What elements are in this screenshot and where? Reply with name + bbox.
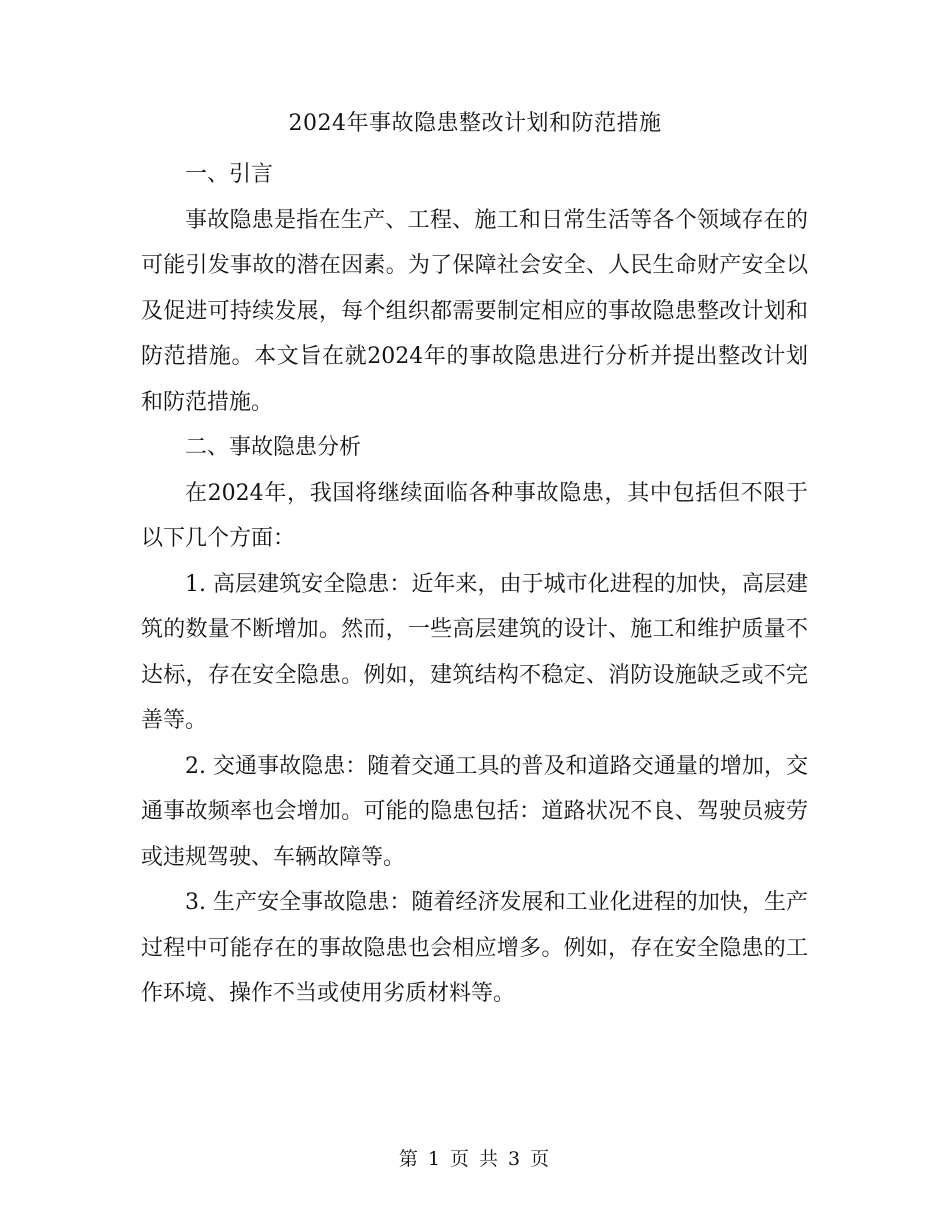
section-heading-analysis: 二、事故隐患分析 [185,435,362,460]
paragraph-analysis-intro: 在2024年，我国将继续面临各种事故隐患，其中包括但不限于以下几个方面： [141,480,808,551]
list-item-production: 3. 生产安全事故隐患：随着经济发展和工业化进程的加快，生产过程中可能存在的事故隐患也会相应增多。例如，存在安全隐患的工作环境、操作不当或使用劣质材料等。 [141,890,808,1006]
list-item-traffic: 2. 交通事故隐患：随着交通工具的普及和道路交通量的增加，交通事故频率也会增加。可能的隐患包括：道路状况不良、驾驶员疲劳或违规驾驶、车辆故障等。 [141,753,808,870]
paragraph-introduction: 事故隐患是指在生产、工程、施工和日常生活等各个领域存在的可能引发事故的潜在因素。为了保障社会安全、人民生命财产安全以及促进可持续发展，每个组织都需要制定相应的事故隐患整改计划和防范措施。本文旨在就2024年的事故隐患进行分析并提出整改计划和防范措施。 [141,207,808,415]
section-heading-introduction: 一、引言 [185,162,274,187]
list-item-high-rise: 1. 高层建筑安全隐患：近年来，由于城市化进程的加快，高层建筑的数量不断增加。然而，一些高层建筑的设计、施工和维护质量不达标，存在安全隐患。例如，建筑结构不稳定、消防设施缺乏或不完善等。 [141,571,808,733]
document-body [141,152,808,1017]
document-title: 2024年事故隐患整改计划和防范措施 [288,111,662,136]
page-footer: 第 1 页 共 3 页 [398,1148,552,1170]
